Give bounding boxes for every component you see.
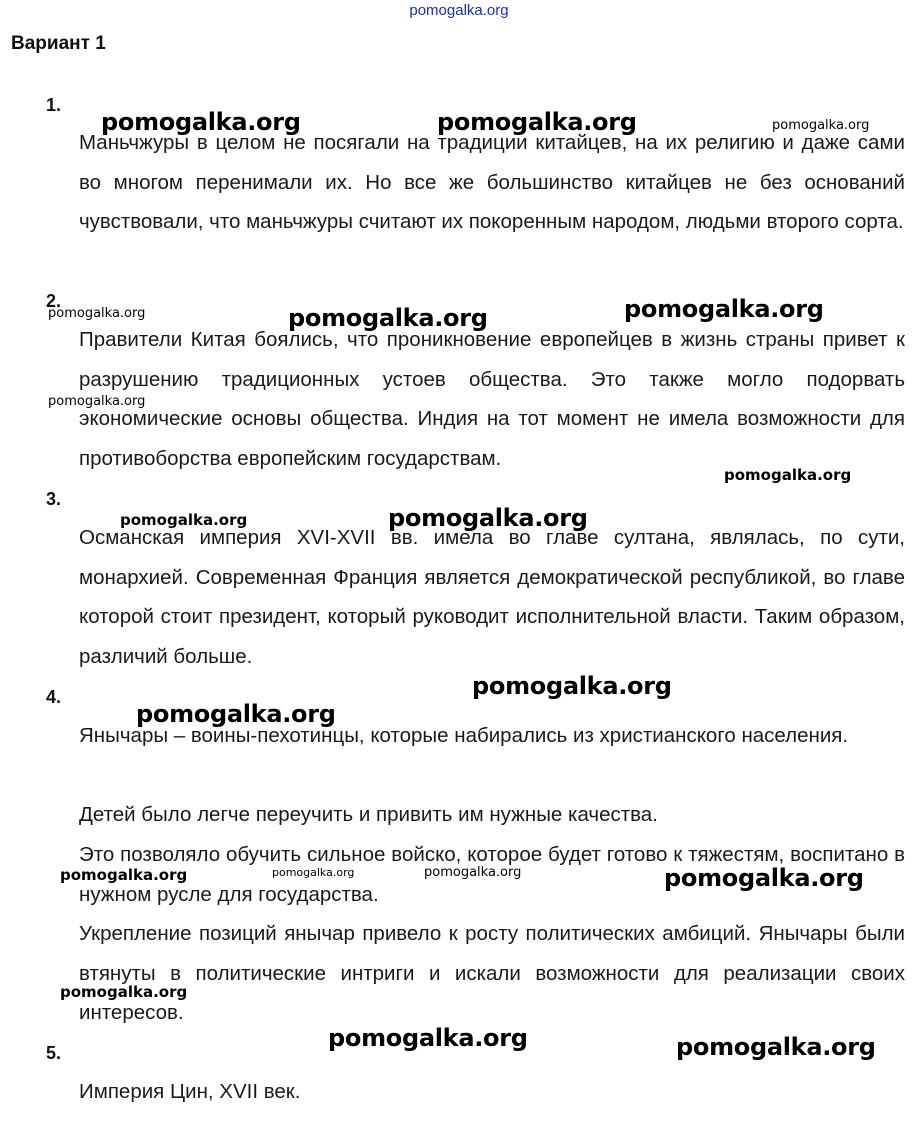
- watermark: pomogalka.org: [60, 866, 188, 884]
- watermark: pomogalka.org: [424, 865, 522, 880]
- site-header-link[interactable]: pomogalka.org: [409, 2, 509, 19]
- answer-paragraph: Детей было легче переучить и привить им нужные качества.: [79, 803, 658, 826]
- watermark: pomogalka.org: [772, 118, 870, 133]
- watermark: pomogalka.org: [48, 394, 146, 409]
- question-number: 2.: [46, 291, 62, 311]
- question-number: 1.: [46, 95, 62, 115]
- watermark: pomogalka.org: [136, 700, 336, 728]
- answer-paragraph: Это позволяло обучить сильное войско, которое будет готово к тяжестям, воспитано в нужном русле для государства.: [79, 843, 905, 906]
- page-title: Вариант 1: [11, 33, 106, 54]
- answer-paragraph: Маньчжуры в целом не посягали на традиции китайцев, на их религию и даже сами во многом перенимали их. Но все же большинство китайцев не без оснований чувствовали, что маньчжуры считают их покоренным народом, людьми второго сорта.: [79, 131, 905, 234]
- watermark: pomogalka.org: [288, 304, 488, 332]
- watermark: pomogalka.org: [101, 108, 301, 136]
- watermark: pomogalka.org: [388, 504, 588, 532]
- watermark: pomogalka.org: [624, 295, 824, 323]
- watermark: pomogalka.org: [724, 466, 852, 484]
- watermark: pomogalka.org: [676, 1033, 876, 1061]
- watermark: pomogalka.org: [437, 108, 637, 136]
- answer-paragraph: Правители Китая боялись, что проникновение европейцев в жизнь страны привет к разрушению традиционных устоев общества. Это также могло подорвать экономические основы общества. Индия на тот момент не имела возможности для противоборства европейским государствам.: [79, 328, 905, 471]
- question-number: 4.: [46, 687, 62, 707]
- answer-paragraph: Империя Цин, XVII век.: [79, 1080, 301, 1103]
- answer-paragraph: Османская империя XVI-XVII вв. имела во главе султана, являлась, по сути, монархией. Современная Франция является демократической республикой, во главе которой стоит президент, который руководит исполнительной власти. Таким образом, различий больше.: [79, 526, 905, 669]
- question-number: 5.: [46, 1043, 62, 1063]
- watermark: pomogalka.org: [472, 672, 672, 700]
- watermark: pomogalka.org: [328, 1024, 528, 1052]
- watermark: pomogalka.org: [48, 306, 146, 321]
- watermark: pomogalka.org: [60, 983, 188, 1001]
- watermark: pomogalka.org: [664, 864, 864, 892]
- answer-paragraph: Укрепление позиций янычар привело к росту политических амбиций. Янычары были втянуты в политические интриги и искали возможности для реализации своих интересов.: [79, 922, 905, 1025]
- question-number: 3.: [46, 489, 62, 509]
- answer-paragraph: Янычары – воины-пехотинцы, которые набирались из христианского населения.: [79, 724, 849, 747]
- watermark: pomogalka.org: [272, 866, 355, 879]
- watermark: pomogalka.org: [120, 511, 248, 529]
